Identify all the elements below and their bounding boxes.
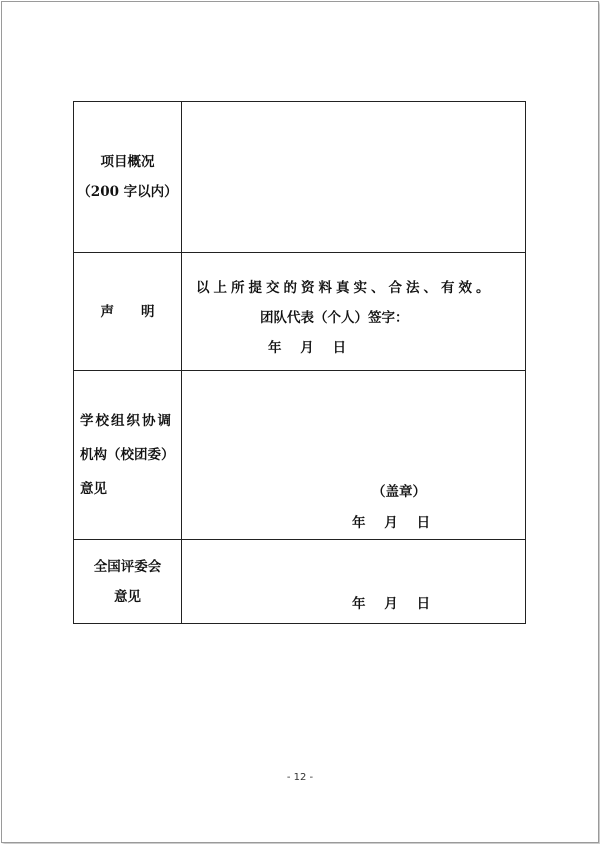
- declaration-label: [74, 253, 182, 371]
- national-committee-label: [74, 540, 182, 624]
- project-overview-label-line1: 项目概况: [100, 154, 155, 170]
- page-number: - 12 -: [286, 772, 314, 783]
- application-form-table: [73, 101, 526, 624]
- declaration-field[interactable]: [182, 253, 526, 371]
- project-overview-label: [74, 102, 182, 253]
- school-opinion-date: 年 月 日: [352, 515, 431, 531]
- declaration-statement: 以上所提交的资料真实、合法、有效。: [196, 280, 494, 296]
- school-opinion-label-line1: 学校组织协调: [80, 413, 173, 429]
- school-opinion-label-line2: 机构（校团委）: [80, 447, 175, 463]
- school-opinion-label-line3: 意见: [80, 481, 107, 497]
- row-project-overview: [74, 102, 526, 253]
- declaration-label-text: 声 明: [100, 303, 155, 320]
- school-opinion-field[interactable]: [182, 371, 526, 540]
- project-overview-field[interactable]: [182, 102, 526, 253]
- row-school-opinion: [74, 371, 526, 540]
- representative-signature-label: 团队代表（个人）签字：: [260, 310, 409, 326]
- national-committee-field[interactable]: [182, 540, 526, 624]
- school-opinion-label: [74, 371, 182, 540]
- national-committee-label-line1: 全国评委会: [93, 558, 162, 575]
- row-national-committee-opinion: [74, 540, 526, 624]
- declaration-date: 年 月 日: [268, 340, 347, 356]
- project-overview-label-line2: （200 字以内）: [77, 184, 178, 200]
- row-declaration: [74, 253, 526, 371]
- seal-label: （盖章）: [372, 484, 426, 500]
- national-committee-label-line2: 意见: [114, 588, 141, 605]
- national-committee-date: 年 月 日: [352, 596, 431, 612]
